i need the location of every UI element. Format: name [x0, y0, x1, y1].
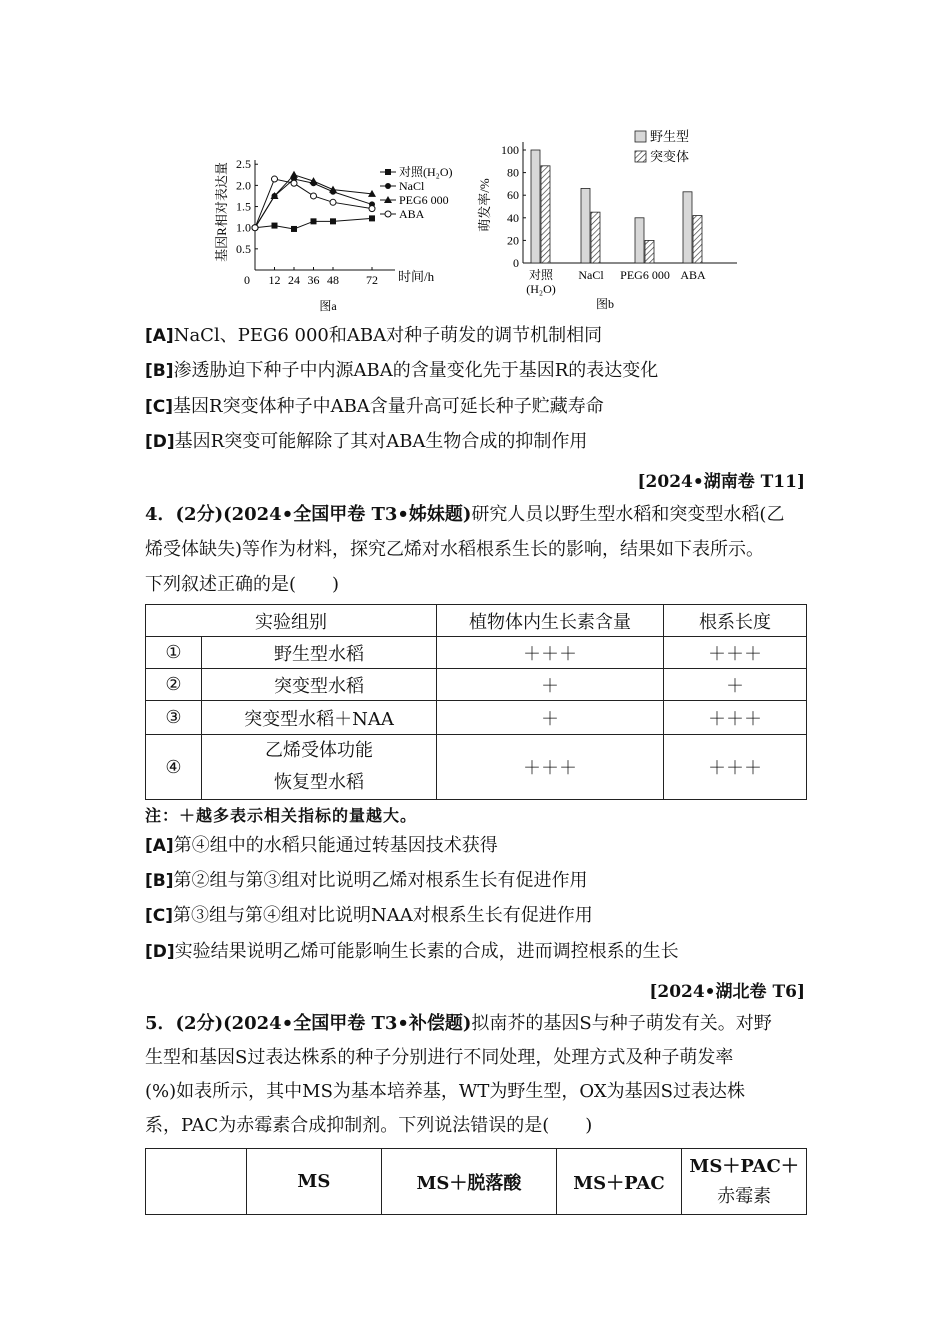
q4-option-c[interactable]: [C]第③组与第④组对比说明NAA对根系生长有促进作用 [145, 905, 593, 926]
q5-stem-line-2: 生型和基因S过表达株系的种子分别进行不同处理，处理方式及种子萌发率 [145, 1047, 734, 1068]
y-tick-label: 0.5 [236, 241, 251, 256]
table-row: ① 野生型水稻 ＋＋＋ ＋＋＋ [146, 637, 807, 669]
q3-option-b[interactable]: [B]渗透胁迫下种子中内源ABA的含量变化先于基因R的表达变化 [145, 360, 659, 381]
legend-label-peg: PEG6 000 [399, 193, 449, 207]
table-header-row: MS MS＋脱落酸 MS＋PAC MS＋PAC＋ 赤霉素 [146, 1149, 807, 1215]
q3-source: [2024•湖南卷 T11] [637, 472, 805, 492]
y-tick-label: 80 [507, 165, 519, 180]
category-label: 对照 [528, 268, 554, 282]
data-point [252, 225, 258, 231]
data-point [290, 171, 298, 178]
bar-wildtype [635, 218, 644, 263]
y-tick-label: 2.5 [236, 157, 251, 172]
data-point [311, 193, 317, 199]
table-row: ③ 突变型水稻＋NAA ＋ ＋＋＋ [146, 701, 807, 735]
q4-stem-line-3: 下列叙述正确的是( ) [145, 574, 340, 595]
data-point [291, 226, 297, 232]
legend-square-marker [385, 169, 391, 175]
figure-a-ylabel: 基因R相对表达量 [214, 162, 229, 262]
header-group: 实验组别 [146, 605, 437, 637]
x-tick-label: 12 [268, 273, 281, 287]
bar-mutant [693, 216, 702, 263]
bar-mutant [591, 212, 600, 263]
data-point [369, 215, 375, 221]
table-header-row [146, 605, 807, 637]
legend-dot-marker [385, 183, 391, 189]
figure-a-line-chart [200, 150, 490, 320]
legend-circle-marker [385, 211, 391, 217]
q3-option-c[interactable]: [C]基因R突变体种子中ABA含量升高可延长种子贮藏寿命 [145, 396, 604, 417]
legend-label-aba: ABA [399, 207, 425, 221]
figure-b-bar-chart [475, 120, 750, 320]
y-tick-label: 1.5 [236, 199, 251, 214]
x-tick-label: 72 [366, 273, 378, 287]
q3-option-d[interactable]: [D]基因R突变可能解除了其对ABA生物合成的抑制作用 [145, 431, 588, 452]
q5-stem-line-3: (%)如表所示，其中MS为基本培养基，WT为野生型，OX为基因S过表达株 [145, 1081, 746, 1102]
q5-stem-line-4: 系，PAC为赤霉素合成抑制剂。下列说法错误的是( ) [145, 1115, 593, 1136]
x-tick-label: 48 [327, 273, 339, 287]
data-point [329, 186, 337, 193]
legend-label-mutant: 突变体 [650, 149, 690, 164]
figure-a-legend [380, 164, 453, 221]
y-tick-label: 2.0 [236, 178, 251, 193]
q4-option-b[interactable]: [B]第②组与第③组对比说明乙烯对根系生长有促进作用 [145, 870, 588, 891]
bar-wildtype [683, 192, 692, 263]
figure-a-caption: 图a [319, 299, 337, 313]
header-auxin: 植物体内生长素含量 [437, 605, 664, 637]
legend-label-control: 对照(H₂O) [399, 165, 453, 179]
table-row: ④ 乙烯受体功能 恢复型水稻 ＋＋＋ ＋＋＋ [146, 735, 807, 800]
bar-mutant [541, 166, 550, 263]
q4-stem-line-2: 烯受体缺失)等作为材料，探究乙烯对水稻根系生长的影响，结果如下表所示。 [145, 539, 765, 560]
header-root: 根系长度 [664, 605, 807, 637]
legend-wildtype-swatch [635, 131, 646, 142]
legend-label-wildtype: 野生型 [650, 129, 690, 144]
bar-mutant [645, 240, 654, 263]
q4-source: [2024•湖北卷 T6] [649, 982, 805, 1002]
data-point [291, 180, 297, 186]
legend-mutant-swatch [635, 151, 646, 162]
x-tick-label: 0 [244, 273, 250, 287]
data-point [330, 199, 336, 205]
y-tick-label: 100 [501, 143, 519, 157]
category-label-sub: (H₂O) [526, 282, 556, 296]
figure-b-caption: 图b [595, 297, 615, 311]
q4-table-note: 注：＋越多表示相关指标的量越大。 [145, 806, 418, 825]
x-tick-label: 24 [288, 273, 300, 287]
figure-b-ylabel: 萌发率/% [477, 178, 492, 232]
category-label: ABA [680, 268, 706, 282]
legend-label-nacl: NaCl [399, 179, 425, 193]
data-point [272, 223, 278, 229]
category-label: PEG6 000 [620, 268, 670, 282]
figure-a-xlabel: 时间/h [398, 269, 435, 284]
y-tick-label: 1.0 [236, 220, 251, 235]
q4-option-d[interactable]: [D]实验结果说明乙烯可能影响生长素的合成，进而调控根系的生长 [145, 941, 679, 962]
table-row: ② 突变型水稻 ＋ ＋ [146, 669, 807, 701]
bar-wildtype [531, 150, 540, 263]
data-point [369, 206, 375, 212]
x-tick-label: 36 [307, 273, 320, 287]
bar-wildtype [581, 188, 590, 263]
category-label: NaCl [578, 268, 604, 282]
q4-results-table [145, 604, 807, 800]
q3-option-a[interactable]: [A]NaCl、PEG6 000和ABA对种子萌发的调节机制相同 [145, 325, 603, 346]
y-tick-label: 60 [507, 188, 519, 203]
figure-b-legend [635, 129, 689, 164]
data-point [330, 218, 336, 224]
data-point [272, 176, 278, 182]
q4-option-a[interactable]: [A]第④组中的水稻只能通过转基因技术获得 [145, 835, 498, 856]
q5-results-table [145, 1148, 807, 1215]
q4-stem-line-1: 4．(2分)(2024•全国甲卷 T3•姊妹题)研究人员以野生型水稻和突变型水稻(乙 [145, 504, 785, 525]
q5-stem-line-1: 5．(2分)(2024•全国甲卷 T3•补偿题)拟南芥的基因S与种子萌发有关。对野 [145, 1013, 772, 1034]
y-tick-label: 0 [513, 256, 519, 270]
data-point [311, 218, 317, 224]
y-tick-label: 20 [507, 233, 519, 248]
y-tick-label: 40 [507, 210, 519, 225]
